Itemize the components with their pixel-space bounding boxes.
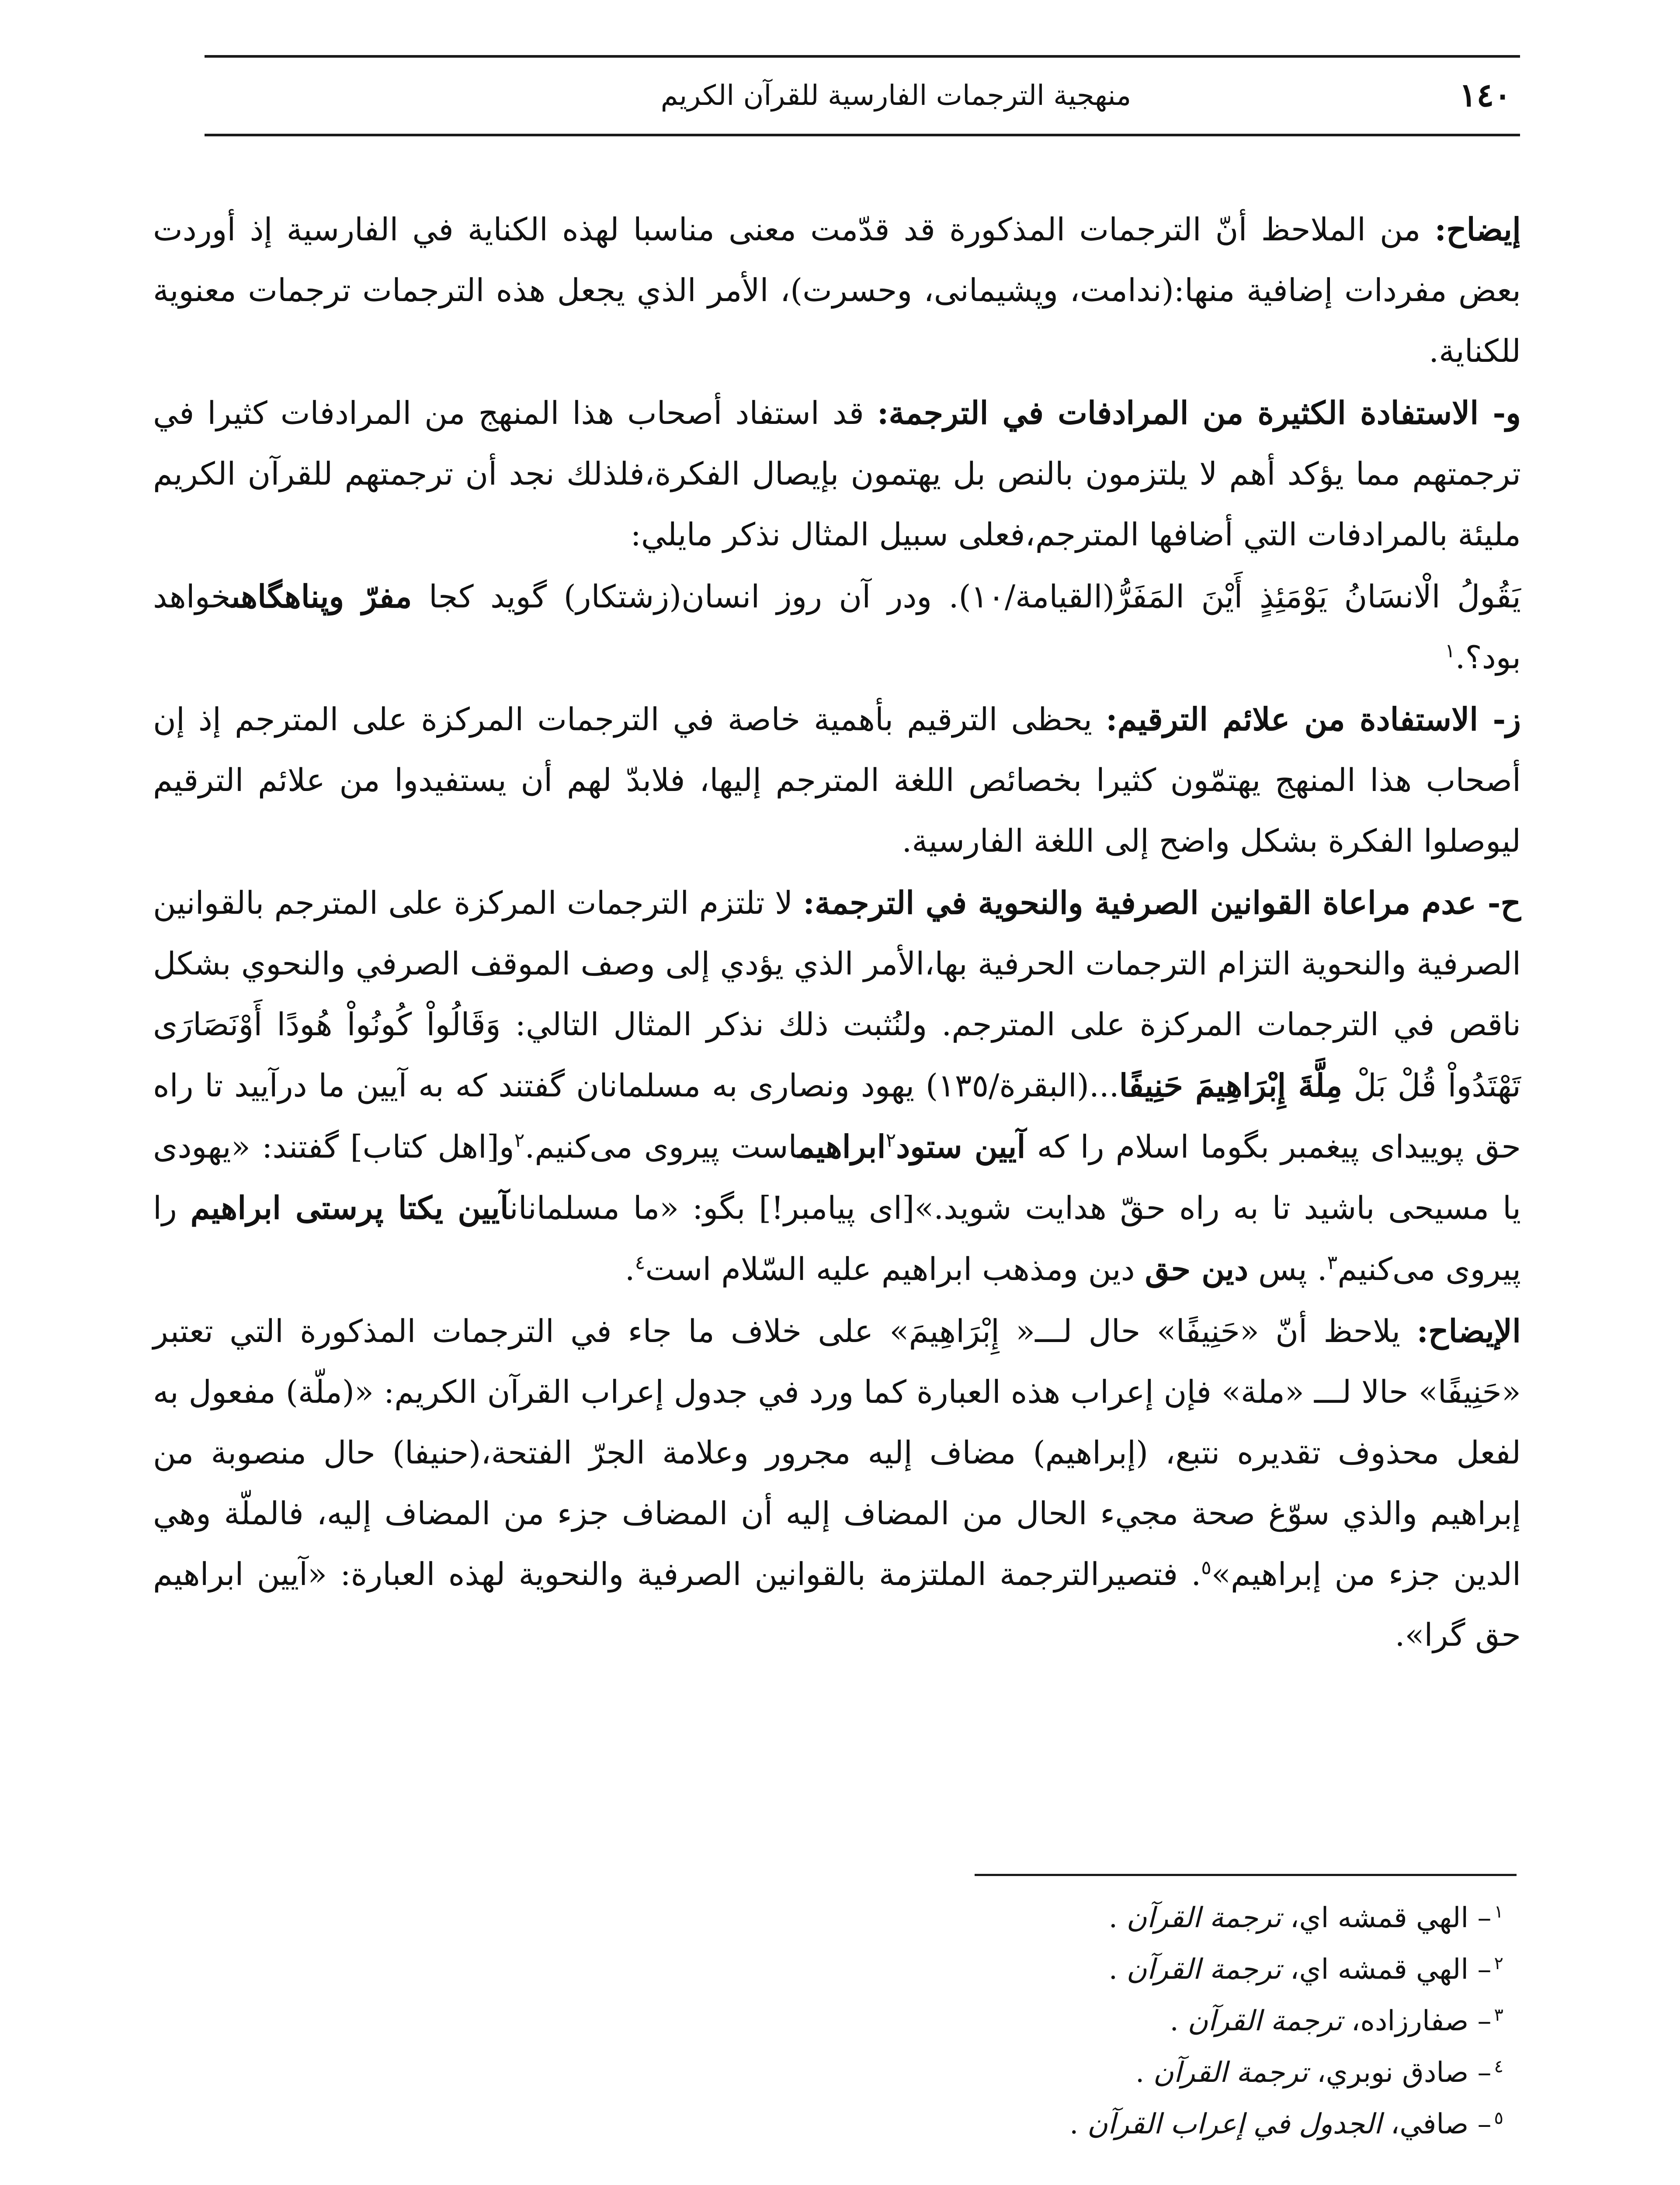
paragraph-text: لا تلتزم الترجمات المركزة على المترجم بالقوانين الصرفية والنحوية التزام الترجمات الحرفية بها،الأمر الذي يؤدي إلى وصف الموقف الصرفي والنحوي بشكل ناقص في الترجمات المركزة على المترجم. ولنُثبت ذلك نذكر المثال التالي: <box>153 884 1521 1043</box>
paragraph-clarification-1 <box>153 199 1521 382</box>
footnote-title: ترجمة القرآن <box>1153 2057 1308 2089</box>
paragraph-text: يحظى الترقيم بأهمية خاصة في الترجمات المركزة على المترجم إذ إن أصحاب هذا المنهج يهتمّون كثيرا بخصائص اللغة المترجم إليها، فلابدّ لهم أن يستفيدوا من علائم الترقيم ليوصلوا الفكرة بشكل واضح إلى اللغة الفارسية. <box>153 701 1521 859</box>
quran-verse: وَقَالُواْ كُونُواْ هُودًا أَوْنَصَارَى تَهْتَدُواْ قُلْ بَلْ <box>153 1006 1521 1104</box>
footnote-end: . <box>1108 1902 1127 1934</box>
footnote-author: – الهي قمشه اي، <box>1281 1902 1492 1934</box>
body-text <box>153 199 1521 1666</box>
footnote-end: . <box>1135 2057 1153 2089</box>
paragraph-lead: و- الاستفادة الكثيرة من المرادفات في الترجمة: <box>877 394 1521 431</box>
footnote-title: ترجمة القرآن <box>1126 1953 1281 1986</box>
footnote-ref: ١ <box>1444 640 1455 662</box>
paragraph-synonyms <box>153 382 1521 565</box>
paragraph-lead: إيضاح: <box>1434 211 1521 248</box>
paragraph-text: خواهد بود؟. <box>153 578 1521 676</box>
paragraph-lead: ح- عدم مراعاة القوانين الصرفية والنحوية في الترجمة: <box>803 884 1521 921</box>
bold-phrase: ابراهيم <box>798 1128 886 1165</box>
footnote-ref: ٢ <box>885 1129 896 1151</box>
paragraph-text: يلاحظ أنّ «حَنِيفًا» حال لـــ« إِبْرَاهِيمَ» على خلاف ما جاء في الترجمات المذكورة التي تعتبر «حَنِيفًا» حالا لـــ «ملة» فإن إعراب هذه العبارة كما ورد في جدول إعراب القرآن الكريم: «(ملّة) مفعول به لفعل محذوف تقديره نتبع، (إبراهيم) مضاف إليه مجرور وعلامة الجرّ الفتحة،(حنيفا) حال منصوبة من إبراهيم والذي سوّغ صحة مجيء الحال من المضاف إليه أن المضاف جزء من المضاف إليه، فالملّة وهي الدين جزء من إبراهيم» <box>153 1313 1521 1592</box>
footnote-ref: ٤ <box>635 1252 646 1274</box>
footnote-item <box>568 1944 1503 1995</box>
footnote-separator <box>975 1874 1517 1876</box>
paragraph-text: را پيروى مى‌كنيم <box>153 1190 1521 1287</box>
page-number: ١٤٠ <box>1459 76 1511 114</box>
paragraph-text: . پس <box>1248 1251 1327 1287</box>
paragraph-text: . فتصيرالترجمة الملتزمة بالقوانين الصرفية والنحوية لهذه العبارة: «آيين ابراهيم حق گرا». <box>153 1556 1521 1653</box>
footnotes <box>568 1892 1503 2150</box>
footnote-end: . <box>1108 1953 1127 1986</box>
footnote-end: . <box>1170 2005 1188 2037</box>
footnote-number: ٥ <box>1494 2108 1503 2128</box>
footnote-title: ترجمة القرآن <box>1126 1902 1281 1934</box>
paragraph-example-qiyama <box>153 566 1521 688</box>
footnote-item <box>568 2098 1503 2150</box>
paragraph-text: دين ومذهب ابراهيم عليه السّلام است <box>645 1251 1145 1287</box>
paragraph-lead: الإيضاح: <box>1416 1312 1521 1349</box>
paragraph-grammar <box>153 872 1521 1300</box>
footnote-item <box>568 1892 1503 1944</box>
footnote-number: ٢ <box>1494 1953 1503 1973</box>
footnote-item <box>568 2047 1503 2098</box>
paragraph-text: (القيامة/١٠). ودر آن روز انسان(زشتكار) گويد كجا <box>412 578 1115 615</box>
paragraph-text: و[اهل كتاب] گفتند: «يهودى يا مسيحى باشيد تا به راه حقّ هدايت شويد.»[اى پيامبر!] بگو: «ما مسلمانان <box>153 1128 1521 1226</box>
bold-phrase: آيين ستود <box>896 1128 1026 1165</box>
paragraph-text: من الملاحظ أنّ الترجمات المذكورة قد قدّمت معنى مناسبا لهذه الكناية في الفارسية إذ أوردت بعض مفردات إضافية منها:(ندامت، وپشيمانى، وحسرت)، الأمر الذي يجعل هذه الترجمات ترجمات معنوية للكناية. <box>153 211 1521 369</box>
quran-verse: يَقُولُ الْانسَانُ يَوْمَئِذٍ أَيْنَ المَفَرُّ <box>1114 578 1521 615</box>
footnote-title: الجدول في إعراب القرآن <box>1087 2108 1382 2140</box>
bold-phrase: مفرّ وپناهگاهى <box>231 578 412 615</box>
header-bottom-rule <box>205 134 1520 136</box>
footnote-author: – صادق نوبري، <box>1308 2057 1492 2089</box>
footnote-author: – صافي، <box>1381 2108 1492 2140</box>
footnote-ref: ٥ <box>1201 1557 1211 1579</box>
paragraph-text: . <box>625 1251 635 1287</box>
footnote-ref: ٣ <box>1327 1252 1338 1274</box>
paragraph-text: قد استفاد أصحاب هذا المنهج من المرادفات كثيرا في ترجمتهم مما يؤكد أهم لا يلتزمون بالنص بل يهتمون بإيصال الفكرة،فلذلك نجد أن ترجمتهم للقرآن الكريم مليئة بالمرادفات التي أضافها المترجم،فعلى سبيل المثال نذكر مايلي: <box>153 395 1521 553</box>
quran-verse-bold: مِلَّةَ إِبْرَاهِيمَ حَنِيفًا <box>1119 1067 1343 1104</box>
paragraph-clarification-2 <box>153 1301 1521 1665</box>
paragraph-text: است پيروى مى‌كنيم. <box>524 1128 798 1165</box>
footnote-title: ترجمة القرآن <box>1187 2005 1343 2037</box>
footnote-number: ١ <box>1494 1901 1503 1922</box>
footnote-item <box>568 1995 1503 2047</box>
bold-phrase: آيين يكتا پرستى ابراهيم <box>190 1189 510 1226</box>
footnote-end: . <box>1069 2108 1087 2140</box>
footnote-number: ٤ <box>1494 2056 1503 2077</box>
footnote-author: – صفارزاده، <box>1342 2005 1492 2037</box>
footnote-ref: ٢ <box>514 1129 525 1151</box>
paragraph-lead: ز- الاستفادة من علائم الترقيم: <box>1106 701 1521 738</box>
footnote-author: – الهي قمشه اي، <box>1281 1953 1492 1986</box>
footnote-number: ٣ <box>1494 2005 1503 2025</box>
running-title: منهجية الترجمات الفارسية للقرآن الكريم <box>660 80 1132 112</box>
paragraph-text: ...(البقرة/١٣٥) يهود ونصارى به مسلمانان گفتند كه به آيين ما درآييد تا راه حق پوييداى پيغمبر بگوما اسلام را كه <box>153 1067 1521 1165</box>
header-top-rule <box>205 55 1520 58</box>
bold-phrase: دين حق <box>1145 1250 1249 1287</box>
paragraph-punctuation <box>153 689 1521 871</box>
